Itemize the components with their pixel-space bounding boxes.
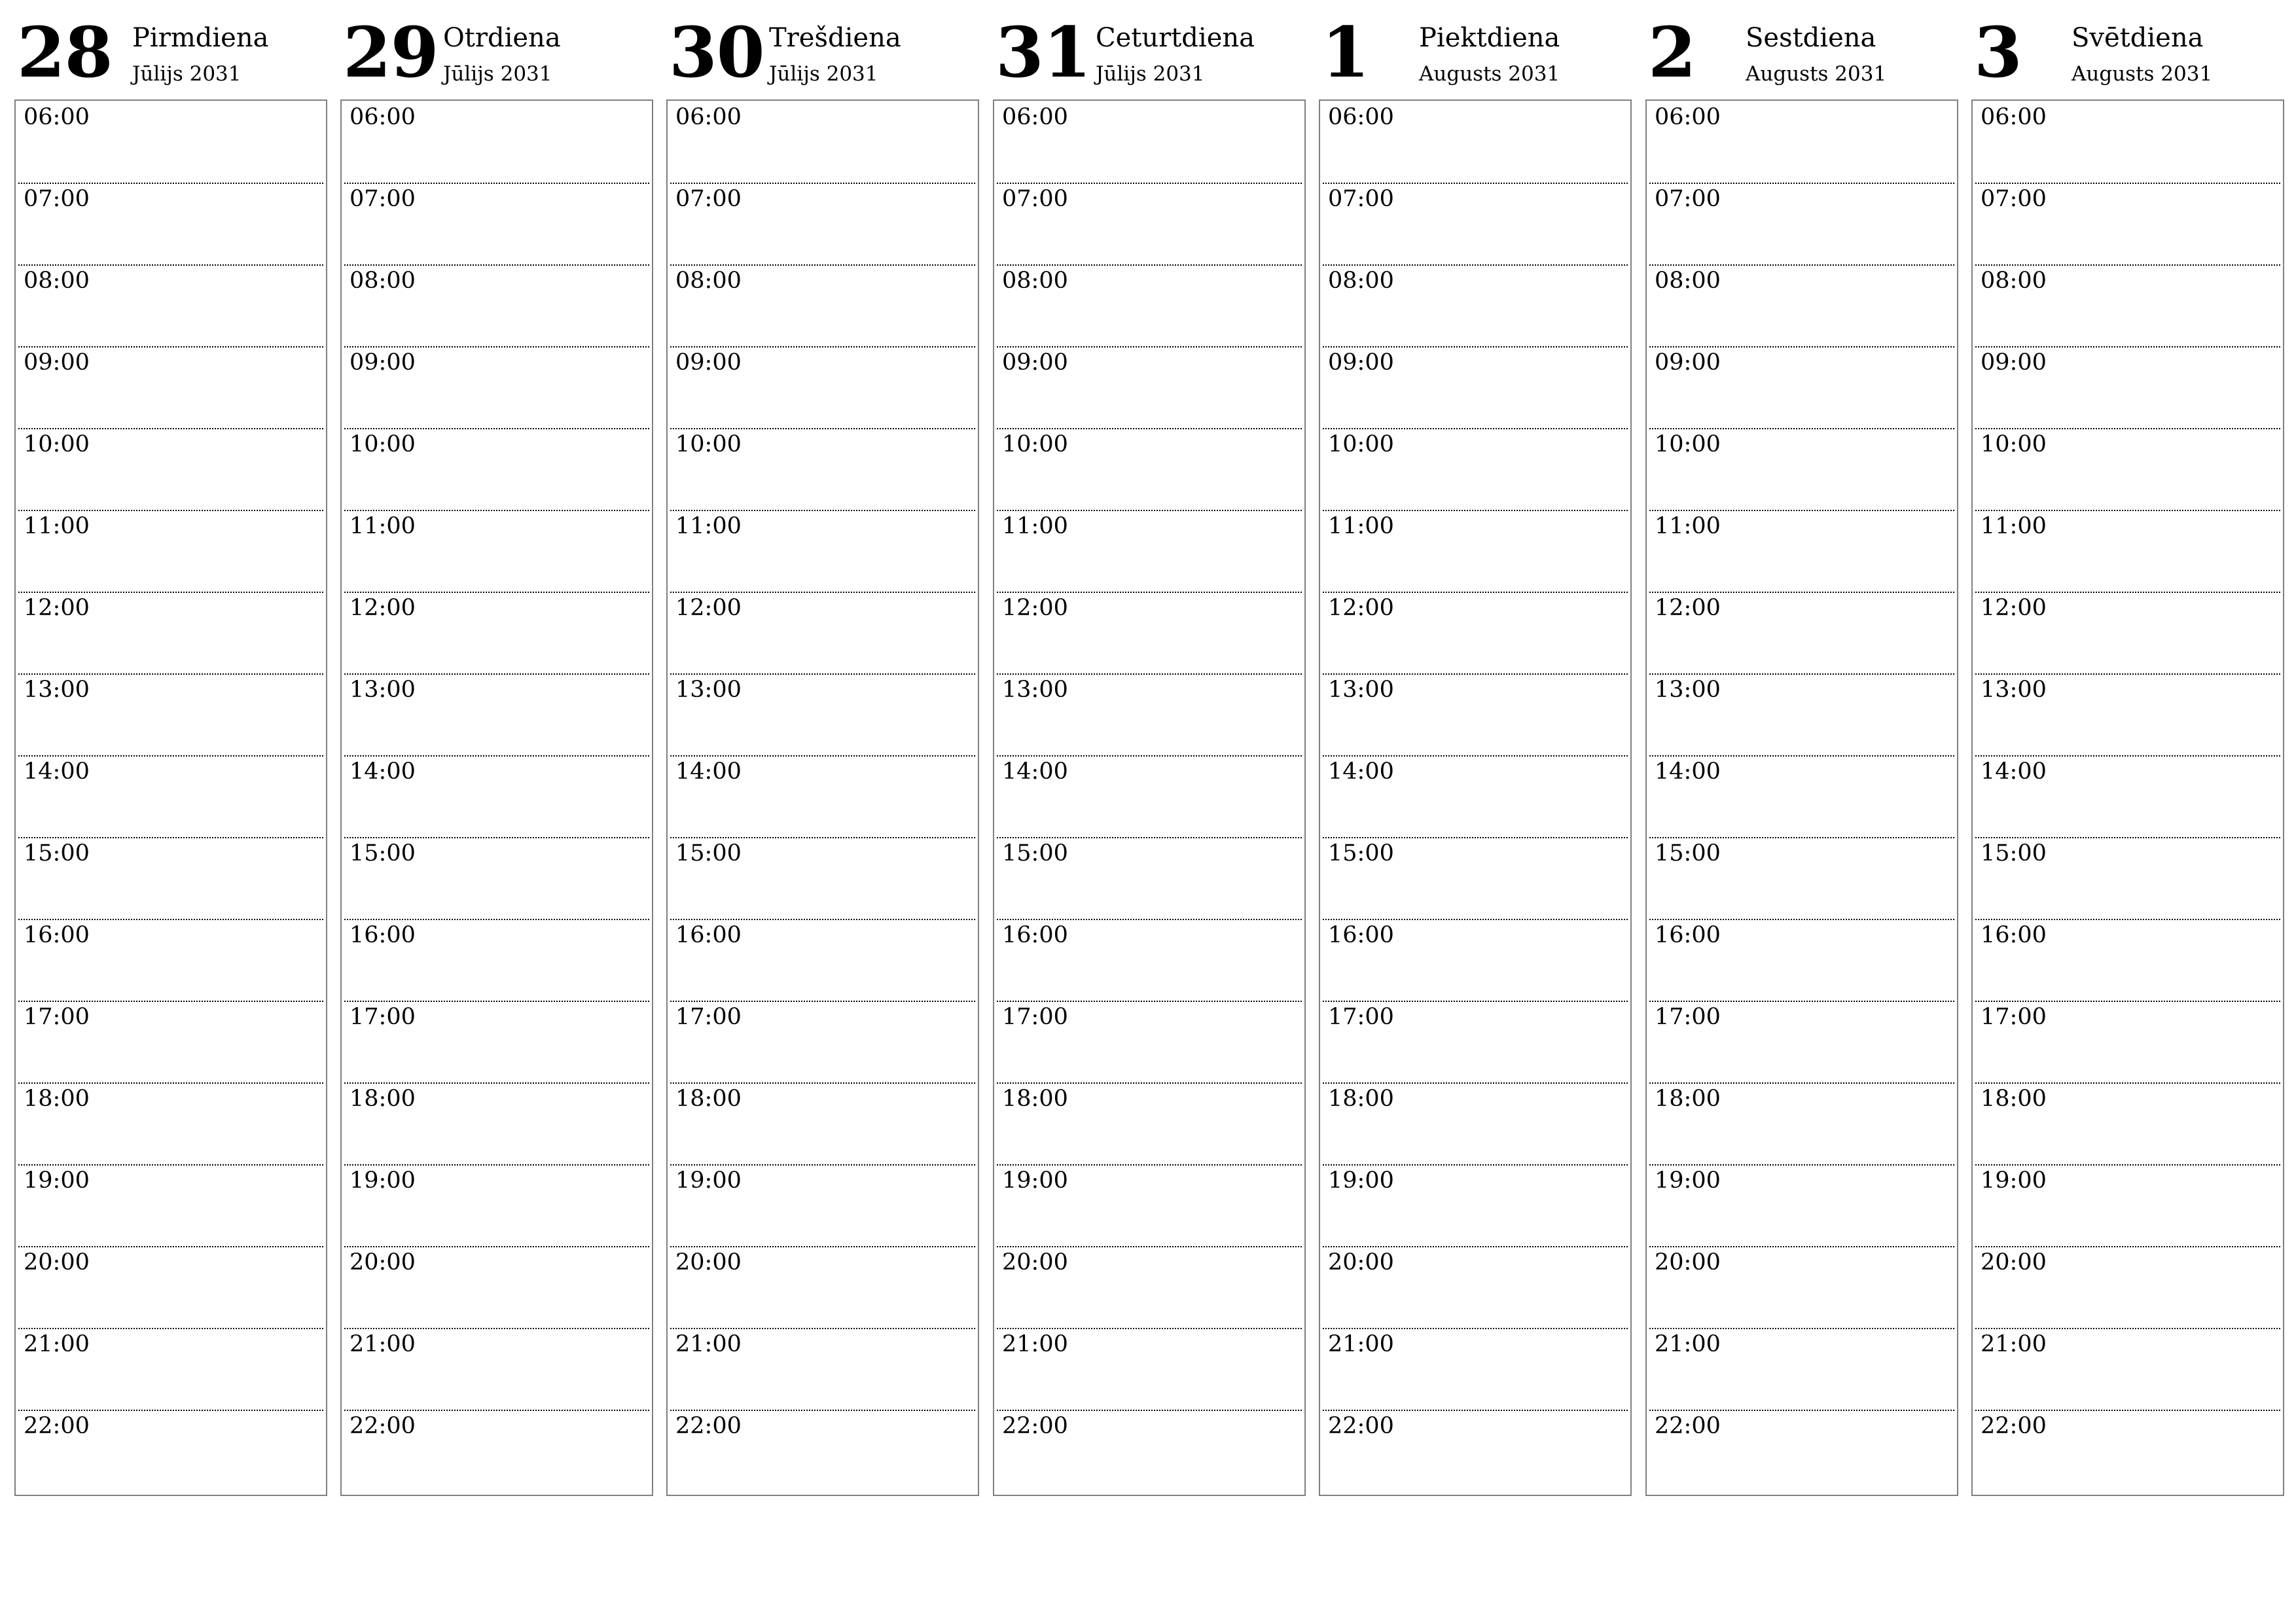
time-slot[interactable]	[670, 510, 975, 593]
time-label: 09:00	[24, 349, 90, 376]
time-slot[interactable]	[344, 837, 649, 920]
day-weekday: Otrdiena	[443, 23, 561, 53]
day-header	[340, 0, 653, 99]
time-slot[interactable]	[18, 101, 323, 184]
day-number: 3	[1974, 11, 2022, 93]
time-label: 16:00	[675, 922, 742, 948]
time-label: 14:00	[350, 758, 416, 785]
time-label: 12:00	[24, 595, 90, 621]
time-slot[interactable]	[1649, 101, 1954, 184]
time-slot[interactable]	[344, 101, 649, 184]
time-slot[interactable]	[1975, 1164, 2280, 1247]
time-slot[interactable]	[1649, 264, 1954, 348]
day-schedule-box	[340, 99, 653, 1496]
time-label: 18:00	[1328, 1086, 1394, 1112]
time-slot[interactable]	[997, 1328, 1302, 1411]
time-slot[interactable]	[18, 1410, 323, 1491]
time-label: 20:00	[1328, 1249, 1394, 1275]
time-label: 17:00	[1328, 1004, 1394, 1030]
time-slot[interactable]	[344, 592, 649, 675]
time-slot[interactable]	[670, 592, 975, 675]
time-label: 07:00	[24, 186, 90, 212]
time-label: 10:00	[1981, 431, 2047, 457]
time-label: 09:00	[1981, 349, 2047, 376]
time-slot[interactable]	[1649, 673, 1954, 757]
day-weekday: Pirmdiena	[132, 23, 269, 53]
time-slot[interactable]	[997, 1082, 1302, 1166]
time-label: 06:00	[350, 104, 416, 130]
time-slot[interactable]	[670, 346, 975, 429]
time-label: 16:00	[1655, 922, 1721, 948]
time-label: 12:00	[1981, 595, 2047, 621]
time-slot[interactable]	[1975, 592, 2280, 675]
day-number: 28	[17, 11, 113, 93]
time-label: 18:00	[1655, 1086, 1721, 1112]
time-slot[interactable]	[997, 183, 1302, 266]
time-slot[interactable]	[344, 673, 649, 757]
time-slot[interactable]	[670, 1164, 975, 1247]
time-label: 17:00	[24, 1004, 90, 1030]
time-label: 21:00	[24, 1331, 90, 1357]
time-label: 18:00	[1981, 1086, 2047, 1112]
day-header	[993, 0, 1306, 99]
time-slot[interactable]	[997, 101, 1302, 184]
time-label: 08:00	[1002, 268, 1068, 294]
time-slot[interactable]	[344, 183, 649, 266]
time-slot[interactable]	[1649, 1082, 1954, 1166]
time-slot[interactable]	[1975, 346, 2280, 429]
time-label: 07:00	[1655, 186, 1721, 212]
time-slot[interactable]	[1975, 1001, 2280, 1084]
time-slot[interactable]	[997, 837, 1302, 920]
day-header	[1319, 0, 1632, 99]
time-label: 09:00	[1655, 349, 1721, 376]
time-label: 16:00	[1981, 922, 2047, 948]
time-slot[interactable]	[1323, 1410, 1628, 1491]
time-slot[interactable]	[1323, 346, 1628, 429]
time-label: 09:00	[675, 349, 742, 376]
time-label: 14:00	[24, 758, 90, 785]
time-slot[interactable]	[670, 183, 975, 266]
time-label: 06:00	[1981, 104, 2047, 130]
day-column	[340, 0, 653, 1439]
time-label: 12:00	[675, 595, 742, 621]
time-label: 22:00	[675, 1413, 742, 1439]
time-label: 10:00	[24, 431, 90, 457]
time-label: 17:00	[1981, 1004, 2047, 1030]
time-slot[interactable]	[997, 1410, 1302, 1491]
time-label: 21:00	[1981, 1331, 2047, 1357]
time-slot[interactable]	[18, 673, 323, 757]
time-label: 12:00	[1328, 595, 1394, 621]
time-slot[interactable]	[670, 428, 975, 511]
time-label: 11:00	[1655, 513, 1721, 539]
day-column	[666, 0, 979, 1439]
day-month: Augusts 2031	[2072, 62, 2213, 86]
time-slot[interactable]	[18, 1246, 323, 1329]
day-header	[1645, 0, 1958, 99]
time-label: 10:00	[1328, 431, 1394, 457]
time-slot[interactable]	[344, 919, 649, 1002]
time-label: 13:00	[675, 677, 742, 703]
time-slot[interactable]	[344, 755, 649, 838]
day-schedule-box	[14, 99, 327, 1496]
time-slot[interactable]	[344, 1328, 649, 1411]
time-slot[interactable]	[1975, 755, 2280, 838]
time-label: 17:00	[1655, 1004, 1721, 1030]
time-label: 13:00	[1655, 677, 1721, 703]
time-slot[interactable]	[1323, 1164, 1628, 1247]
time-label: 15:00	[1981, 840, 2047, 866]
day-number: 31	[996, 11, 1091, 93]
time-slot[interactable]	[1975, 919, 2280, 1002]
time-slot[interactable]	[18, 592, 323, 675]
time-label: 08:00	[1981, 268, 2047, 294]
day-header	[666, 0, 979, 99]
time-label: 22:00	[24, 1413, 90, 1439]
time-label: 06:00	[1328, 104, 1394, 130]
time-slot[interactable]	[1975, 101, 2280, 184]
time-slot[interactable]	[670, 1001, 975, 1084]
time-label: 15:00	[24, 840, 90, 866]
time-label: 16:00	[1002, 922, 1068, 948]
time-slot[interactable]	[1323, 1082, 1628, 1166]
time-slot[interactable]	[344, 346, 649, 429]
time-label: 13:00	[1328, 677, 1394, 703]
time-label: 15:00	[1328, 840, 1394, 866]
time-slot[interactable]	[1649, 755, 1954, 838]
day-header	[14, 0, 327, 99]
time-slot[interactable]	[1649, 183, 1954, 266]
time-label: 20:00	[24, 1249, 90, 1275]
day-month: Augusts 2031	[1746, 62, 1887, 86]
time-slot[interactable]	[344, 1001, 649, 1084]
time-label: 18:00	[1002, 1086, 1068, 1112]
time-label: 14:00	[1981, 758, 2047, 785]
time-slot[interactable]	[1649, 1164, 1954, 1247]
time-slot[interactable]	[997, 428, 1302, 511]
time-slot[interactable]	[1649, 510, 1954, 593]
time-slot[interactable]	[344, 1164, 649, 1247]
day-header	[1971, 0, 2284, 99]
time-label: 17:00	[675, 1004, 742, 1030]
day-column	[1971, 0, 2284, 1439]
day-number: 1	[1321, 11, 1369, 93]
day-schedule-box	[993, 99, 1306, 1496]
time-label: 20:00	[350, 1249, 416, 1275]
time-label: 15:00	[350, 840, 416, 866]
day-column	[1319, 0, 1632, 1439]
time-label: 15:00	[675, 840, 742, 866]
day-number: 2	[1648, 11, 1696, 93]
time-slot[interactable]	[1975, 428, 2280, 511]
time-label: 16:00	[350, 922, 416, 948]
time-label: 06:00	[24, 104, 90, 130]
time-slot[interactable]	[997, 1001, 1302, 1084]
time-label: 17:00	[1002, 1004, 1068, 1030]
time-label: 19:00	[1328, 1168, 1394, 1194]
time-label: 19:00	[675, 1168, 742, 1194]
day-weekday: Trešdiena	[769, 23, 901, 53]
day-number: 29	[343, 11, 439, 93]
time-slot[interactable]	[1323, 1246, 1628, 1329]
time-slot[interactable]	[344, 1410, 649, 1491]
time-slot[interactable]	[344, 1246, 649, 1329]
time-label: 07:00	[1981, 186, 2047, 212]
time-slot[interactable]	[1323, 919, 1628, 1002]
time-slot[interactable]	[1323, 837, 1628, 920]
time-label: 10:00	[350, 431, 416, 457]
time-label: 12:00	[1002, 595, 1068, 621]
time-slot[interactable]	[1323, 183, 1628, 266]
time-slot[interactable]	[18, 346, 323, 429]
time-slot[interactable]	[18, 1328, 323, 1411]
time-label: 21:00	[1328, 1331, 1394, 1357]
time-slot[interactable]	[1975, 673, 2280, 757]
day-column	[993, 0, 1306, 1439]
time-slot[interactable]	[1649, 837, 1954, 920]
time-label: 18:00	[350, 1086, 416, 1112]
time-slot[interactable]	[670, 919, 975, 1002]
day-schedule-box	[1645, 99, 1958, 1496]
time-label: 18:00	[24, 1086, 90, 1112]
time-label: 20:00	[1655, 1249, 1721, 1275]
time-slot[interactable]	[1975, 837, 2280, 920]
time-slot[interactable]	[997, 264, 1302, 348]
day-number: 30	[669, 11, 764, 93]
day-weekday: Svētdiena	[2072, 23, 2204, 53]
time-slot[interactable]	[1975, 1410, 2280, 1491]
time-slot[interactable]	[1649, 1328, 1954, 1411]
time-slot[interactable]	[1323, 673, 1628, 757]
time-label: 13:00	[350, 677, 416, 703]
time-slot[interactable]	[1323, 264, 1628, 348]
time-slot[interactable]	[1975, 264, 2280, 348]
time-label: 22:00	[1002, 1413, 1068, 1439]
time-label: 11:00	[24, 513, 90, 539]
time-label: 22:00	[1328, 1413, 1394, 1439]
time-slot[interactable]	[1323, 510, 1628, 593]
time-label: 11:00	[1328, 513, 1394, 539]
time-label: 14:00	[1002, 758, 1068, 785]
time-label: 22:00	[1655, 1413, 1721, 1439]
time-label: 14:00	[675, 758, 742, 785]
time-slot[interactable]	[1323, 755, 1628, 838]
time-slot[interactable]	[997, 592, 1302, 675]
time-label: 21:00	[675, 1331, 742, 1357]
time-label: 18:00	[675, 1086, 742, 1112]
time-label: 22:00	[350, 1413, 416, 1439]
time-slot[interactable]	[1649, 1410, 1954, 1491]
time-slot[interactable]	[670, 1082, 975, 1166]
time-slot[interactable]	[997, 346, 1302, 429]
time-slot[interactable]	[18, 510, 323, 593]
time-label: 11:00	[675, 513, 742, 539]
time-label: 08:00	[1655, 268, 1721, 294]
time-label: 10:00	[1002, 431, 1068, 457]
time-slot[interactable]	[997, 510, 1302, 593]
time-label: 19:00	[1002, 1168, 1068, 1194]
time-label: 09:00	[1328, 349, 1394, 376]
time-slot[interactable]	[344, 510, 649, 593]
day-column	[1645, 0, 1958, 1439]
time-label: 11:00	[350, 513, 416, 539]
time-label: 13:00	[1981, 677, 2047, 703]
time-slot[interactable]	[1649, 428, 1954, 511]
time-label: 16:00	[24, 922, 90, 948]
day-month: Jūlijs 2031	[443, 62, 552, 86]
time-slot[interactable]	[18, 919, 323, 1002]
time-slot[interactable]	[997, 1164, 1302, 1247]
time-label: 07:00	[675, 186, 742, 212]
time-slot[interactable]	[1649, 1246, 1954, 1329]
time-slot[interactable]	[670, 101, 975, 184]
time-slot[interactable]	[997, 755, 1302, 838]
time-label: 10:00	[675, 431, 742, 457]
time-label: 11:00	[1002, 513, 1068, 539]
time-slot[interactable]	[670, 1410, 975, 1491]
time-slot[interactable]	[1975, 510, 2280, 593]
day-month: Augusts 2031	[1419, 62, 1560, 86]
day-weekday: Sestdiena	[1746, 23, 1876, 53]
time-slot[interactable]	[670, 1246, 975, 1329]
time-slot[interactable]	[1323, 428, 1628, 511]
time-label: 21:00	[350, 1331, 416, 1357]
time-label: 22:00	[1981, 1413, 2047, 1439]
time-label: 12:00	[1655, 595, 1721, 621]
time-label: 09:00	[1002, 349, 1068, 376]
time-label: 08:00	[24, 268, 90, 294]
day-weekday: Piektdiena	[1419, 23, 1560, 53]
time-label: 07:00	[1328, 186, 1394, 212]
time-label: 19:00	[1655, 1168, 1721, 1194]
time-slot[interactable]	[670, 1328, 975, 1411]
time-label: 19:00	[350, 1168, 416, 1194]
time-slot[interactable]	[1649, 1001, 1954, 1084]
time-slot[interactable]	[670, 755, 975, 838]
time-label: 08:00	[1328, 268, 1394, 294]
time-label: 15:00	[1002, 840, 1068, 866]
time-slot[interactable]	[1649, 346, 1954, 429]
time-slot[interactable]	[18, 1001, 323, 1084]
time-slot[interactable]	[344, 428, 649, 511]
time-label: 13:00	[24, 677, 90, 703]
time-slot[interactable]	[997, 673, 1302, 757]
time-label: 17:00	[350, 1004, 416, 1030]
time-label: 14:00	[1328, 758, 1394, 785]
time-slot[interactable]	[1649, 919, 1954, 1002]
time-label: 07:00	[350, 186, 416, 212]
time-label: 20:00	[1981, 1249, 2047, 1275]
time-label: 13:00	[1002, 677, 1068, 703]
time-label: 08:00	[350, 268, 416, 294]
time-slot[interactable]	[1323, 101, 1628, 184]
time-slot[interactable]	[1323, 1001, 1628, 1084]
time-label: 06:00	[1002, 104, 1068, 130]
time-label: 20:00	[675, 1249, 742, 1275]
day-column	[14, 0, 327, 1439]
time-label: 16:00	[1328, 922, 1394, 948]
time-slot[interactable]	[1975, 1082, 2280, 1166]
time-label: 11:00	[1981, 513, 2047, 539]
day-month: Jūlijs 2031	[132, 62, 242, 86]
time-slot[interactable]	[1975, 1246, 2280, 1329]
day-weekday: Ceturtdiena	[1096, 23, 1255, 53]
time-slot[interactable]	[18, 837, 323, 920]
time-label: 08:00	[675, 268, 742, 294]
time-label: 19:00	[24, 1168, 90, 1194]
time-slot[interactable]	[18, 428, 323, 511]
time-label: 06:00	[675, 104, 742, 130]
time-slot[interactable]	[344, 1082, 649, 1166]
time-slot[interactable]	[670, 264, 975, 348]
time-slot[interactable]	[1975, 183, 2280, 266]
time-slot[interactable]	[18, 1082, 323, 1166]
time-label: 20:00	[1002, 1249, 1068, 1275]
time-slot[interactable]	[1649, 592, 1954, 675]
time-slot[interactable]	[18, 1164, 323, 1247]
time-label: 10:00	[1655, 431, 1721, 457]
day-schedule-box	[666, 99, 979, 1496]
day-month: Jūlijs 2031	[769, 62, 878, 86]
time-label: 19:00	[1981, 1168, 2047, 1194]
time-slot[interactable]	[670, 673, 975, 757]
time-label: 21:00	[1655, 1331, 1721, 1357]
time-slot[interactable]	[1323, 1328, 1628, 1411]
time-label: 14:00	[1655, 758, 1721, 785]
time-slot[interactable]	[18, 755, 323, 838]
time-label: 06:00	[1655, 104, 1721, 130]
time-slot[interactable]	[997, 919, 1302, 1002]
day-month: Jūlijs 2031	[1096, 62, 1205, 86]
time-label: 15:00	[1655, 840, 1721, 866]
day-schedule-box	[1319, 99, 1632, 1496]
time-label: 21:00	[1002, 1331, 1068, 1357]
time-slot[interactable]	[670, 837, 975, 920]
time-slot[interactable]	[997, 1246, 1302, 1329]
time-slot[interactable]	[1975, 1328, 2280, 1411]
time-slot[interactable]	[344, 264, 649, 348]
time-label: 07:00	[1002, 186, 1068, 212]
time-slot[interactable]	[18, 183, 323, 266]
time-label: 09:00	[350, 349, 416, 376]
day-schedule-box	[1971, 99, 2284, 1496]
time-slot[interactable]	[1323, 592, 1628, 675]
time-label: 12:00	[350, 595, 416, 621]
time-slot[interactable]	[18, 264, 323, 348]
